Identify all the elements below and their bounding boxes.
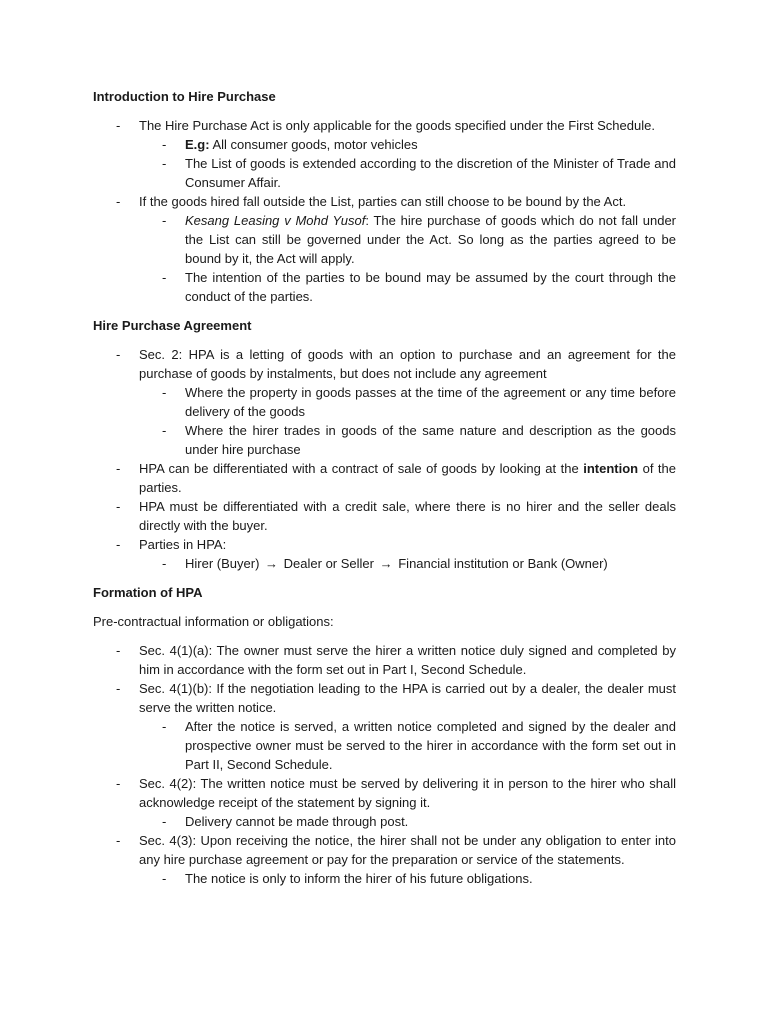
bullet-dash: -	[116, 118, 121, 133]
section-intro: Pre-contractual information or obligations:	[93, 614, 334, 629]
list-item	[93, 641, 676, 679]
party-label: Hirer (Buyer)	[185, 556, 260, 571]
bullet-dash: -	[162, 385, 167, 400]
sub-list-item	[139, 421, 676, 459]
sub-list-item-text: E.g: All consumer goods, motor vehicles	[185, 137, 418, 152]
bullet-list	[93, 345, 676, 573]
list-item-text: Sec. 2: HPA is a letting of goods with an option to purchase and an agreement for the purchase of goods by instalments, but does not include any agreement	[139, 347, 676, 381]
sub-list-item-text: Kesang Leasing v Mohd Yusof: The hire purchase of goods which do not fall under the List can still be governed under the Act. So long as the parties agreed to be bound by it, the Act will apply.	[185, 213, 677, 266]
list-item	[93, 345, 676, 459]
bullet-dash: -	[162, 423, 167, 438]
bullet-dash: -	[116, 499, 121, 514]
sub-bullet-list	[139, 554, 676, 573]
bullet-dash: -	[162, 871, 167, 886]
sub-list-item	[139, 717, 676, 774]
sub-bullet-list	[139, 135, 676, 192]
list-item	[93, 116, 676, 192]
list-item	[93, 459, 676, 497]
sub-list-item	[139, 211, 676, 268]
bullet-dash: -	[116, 643, 121, 658]
sub-bullet-list	[139, 869, 676, 888]
bullet-dash: -	[162, 137, 167, 152]
party-label: Financial institution or Bank (Owner)	[398, 556, 608, 571]
sub-list-item-text: After the notice is served, a written notice completed and signed by the dealer and prospective owner must be served to the hirer in accordance with the form set out in Part II, Second Schedule.	[185, 719, 676, 772]
bullet-dash: -	[162, 270, 167, 285]
sub-list-item	[139, 554, 676, 573]
list-item-text: Sec. 4(1)(a): The owner must serve the hirer a written notice duly signed and completed by him in accordance with the form set out in Part I, Second Schedule.	[139, 643, 676, 677]
sub-list-item-text	[185, 554, 676, 573]
bullet-dash: -	[162, 814, 167, 829]
list-item-text: If the goods hired fall outside the List, parties can still choose to be bound by the Act.	[139, 194, 627, 209]
arrow-icon: →	[379, 556, 393, 571]
list-item	[93, 774, 676, 831]
sub-list-item	[139, 812, 676, 831]
sub-list-item	[139, 268, 676, 306]
sub-list-item-text: The intention of the parties to be bound may be assumed by the court through the conduct of the parties.	[185, 270, 676, 304]
bullet-dash: -	[116, 194, 121, 209]
bullet-dash: -	[162, 556, 167, 571]
section-heading: Hire Purchase Agreement	[93, 318, 252, 333]
list-item-text: The Hire Purchase Act is only applicable for the goods specified under the First Schedule.	[139, 118, 655, 133]
list-item-text: HPA can be differentiated with a contract of sale of goods by looking at the intention of the parties.	[139, 461, 676, 495]
emphasis-text: E.g:	[185, 137, 210, 152]
list-item	[93, 497, 676, 535]
sub-list-item-text: Where the property in goods passes at the time of the agreement or any time before delivery of the goods	[185, 385, 676, 419]
bullet-dash: -	[116, 833, 121, 848]
list-item-text: HPA must be differentiated with a credit sale, where there is no hirer and the seller deals directly with the buyer.	[139, 499, 676, 533]
bullet-dash: -	[162, 719, 167, 734]
sub-bullet-list	[139, 717, 676, 774]
sub-list-item-text: Where the hirer trades in goods of the same nature and description as the goods under hire purchase	[185, 423, 676, 457]
bullet-dash: -	[116, 537, 121, 552]
bullet-dash: -	[116, 681, 121, 696]
bullet-dash: -	[162, 213, 167, 228]
list-item	[93, 535, 676, 573]
bullet-dash: -	[116, 776, 121, 791]
sub-list-item	[139, 383, 676, 421]
list-item	[93, 679, 676, 774]
document-page	[93, 87, 676, 898]
bullet-dash: -	[162, 156, 167, 171]
emphasis-text: intention	[583, 461, 639, 476]
bullet-dash: -	[116, 347, 121, 362]
list-item-text: Sec. 4(1)(b): If the negotiation leading to the HPA is carried out by a dealer, the dealer must serve the written notice.	[139, 681, 676, 715]
section-heading: Introduction to Hire Purchase	[93, 89, 276, 104]
sub-list-item-text: The List of goods is extended according to the discretion of the Minister of Trade and Consumer Affair.	[185, 156, 676, 190]
list-item-text: Parties in HPA:	[139, 537, 227, 552]
sub-bullet-list	[139, 211, 676, 306]
sub-list-item	[139, 869, 676, 888]
list-item-text: Sec. 4(3): Upon receiving the notice, the hirer shall not be under any obligation to enter into any hire purchase agreement or pay for the preparation or service of the statements.	[139, 833, 676, 867]
sub-bullet-list	[139, 383, 676, 459]
case-name: Kesang Leasing v Mohd Yusof	[185, 213, 366, 228]
sub-list-item	[139, 154, 676, 192]
list-item	[93, 192, 676, 306]
section-heading: Formation of HPA	[93, 585, 203, 600]
list-item-text: Sec. 4(2): The written notice must be served by delivering it in person to the hirer who shall acknowledge receipt of the statement by signing it.	[139, 776, 676, 810]
sub-list-item-text: Delivery cannot be made through post.	[185, 814, 409, 829]
list-item	[93, 831, 676, 888]
bullet-list	[93, 641, 676, 888]
sub-list-item	[139, 135, 676, 154]
bullet-dash: -	[116, 461, 121, 476]
sub-bullet-list	[139, 812, 676, 831]
arrow-icon: →	[265, 556, 279, 571]
sub-list-item-text: The notice is only to inform the hirer of his future obligations.	[185, 871, 533, 886]
party-label: Dealer or Seller	[283, 556, 374, 571]
bullet-list	[93, 116, 676, 306]
